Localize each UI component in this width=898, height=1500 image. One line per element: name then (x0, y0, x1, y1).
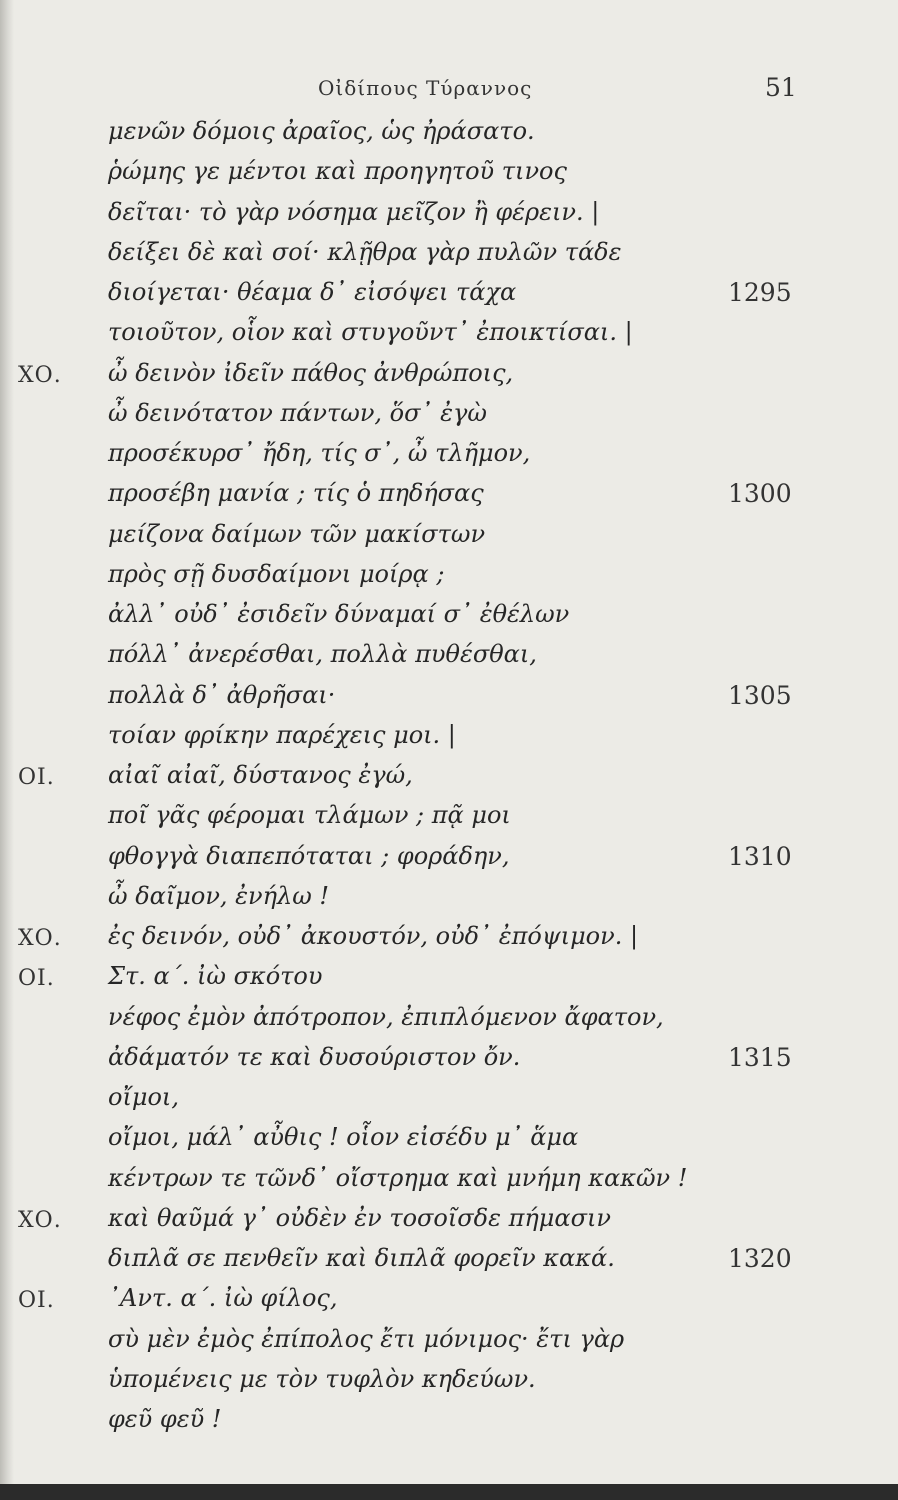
line-number: 1310 (728, 841, 792, 871)
page-number: 51 (765, 73, 797, 102)
line-number: 1305 (728, 680, 792, 710)
speaker-label: ΧΟ. (18, 362, 62, 388)
verse-text: διπλᾶ σε πενθεῖν καὶ διπλᾶ φορεῖν κακά. (108, 1244, 615, 1272)
speaker-label: ΟΙ. (18, 966, 55, 992)
verse-line (0, 1325, 898, 1369)
verse-line (0, 922, 898, 966)
verse-text: ἀλλ᾽ οὐδ᾽ ἐσιδεῖν δύναμαί σ᾽ ἐθέλων (108, 600, 570, 628)
verse-text: ᾽Αντ. α΄. ἰὼ φίλος, (108, 1284, 338, 1313)
verse-line (0, 882, 898, 926)
verse-line (0, 681, 898, 725)
running-title: Οἰδίπους Τύραννος (318, 76, 533, 100)
verse-line (0, 640, 898, 684)
verse-text: μενῶν δόμοις ἀραῖος, ὡς ἠράσατο. (108, 117, 535, 145)
verse-line (0, 157, 898, 201)
verse-line (0, 1244, 898, 1288)
speaker-label: ΧΟ. (18, 1207, 62, 1233)
verse-line (0, 1043, 898, 1087)
verse-line (0, 1204, 898, 1248)
verse-line (0, 318, 898, 362)
verse-text: δεῖται· τὸ γὰρ νόσημα μεῖζον ἢ φέρειν. | (108, 197, 600, 226)
verse-line (0, 721, 898, 765)
verse-line (0, 600, 898, 644)
line-number: 1295 (728, 278, 792, 307)
verse-line (0, 359, 898, 403)
verse-text: οἴμοι, (108, 1083, 179, 1111)
verse-line (0, 278, 898, 322)
verse-text: ὑπομένεις με τὸν τυφλὸν κηδεύων. (108, 1364, 536, 1393)
verse-text: πρὸς σῇ δυσδαίμονι μοίρᾳ ; (108, 559, 445, 588)
verse-line (0, 117, 898, 161)
verse-line (0, 761, 898, 805)
verse-line (0, 1003, 898, 1047)
verse-line (0, 1405, 898, 1449)
speaker-label: ΟΙ. (18, 765, 55, 790)
verse-text: καὶ θαῦμά γ᾽ οὐδὲν ἐν τοσοῖσδε πήμασιν (108, 1203, 611, 1232)
verse-line (0, 399, 898, 443)
verse-text: ἐς δεινόν, οὐδ᾽ ἀκουστόν, οὐδ᾽ ἐπόψιμον. | (108, 922, 639, 950)
verse-text: τοίαν φρίκην παρέχεις μοι. | (108, 720, 456, 749)
verse-text: οἴμοι, μάλ᾽ αὖθις ! οἷον εἰσέδυ μ᾽ ἅμα (108, 1123, 579, 1152)
scan-bottom-edge (0, 1484, 898, 1500)
line-number: 1315 (728, 1042, 792, 1072)
verse-line (0, 479, 898, 523)
verse-text: φθογγὰ διαπεπόταται ; φοράδην, (108, 841, 510, 870)
verse-line (0, 1365, 898, 1409)
speaker-label: ΧΟ. (18, 926, 62, 951)
verse-text: πολλὰ δ᾽ ἀθρῆσαι· (108, 680, 336, 709)
verse-line (0, 842, 898, 886)
verse-text: ὦ δεινὸν ἰδεῖν πάθος ἀνθρώποις, (108, 358, 514, 387)
verse-text: κέντρων τε τῶνδ᾽ οἴστρημα καὶ μνήμη κακῶν ! (108, 1163, 688, 1192)
line-number: 1300 (728, 479, 792, 509)
verse-text: προσέβη μανία ; τίς ὁ πηδήσας (108, 479, 484, 508)
verse-text: ποῖ γᾶς φέρομαι τλάμων ; πᾷ μοι (108, 801, 511, 830)
verse-line (0, 962, 898, 1006)
verse-text: φεῦ φεῦ ! (108, 1405, 222, 1433)
verse-text: νέφος ἐμὸν ἀπότροπον, ἐπιπλόμενον ἄφατον, (108, 1002, 664, 1031)
verse-text: ῥώμης γε μέντοι καὶ προηγητοῦ τινος (108, 157, 567, 186)
verse-line (0, 520, 898, 564)
verse-text: πόλλ᾽ ἀνερέσθαι, πολλὰ πυθέσθαι, (108, 640, 537, 669)
verse-line (0, 560, 898, 604)
verse-line (0, 1284, 898, 1328)
verse-text: ἀδάματόν τε καὶ δυσούριστον ὄν. (108, 1042, 521, 1071)
verse-line (0, 801, 898, 845)
verse-text: αἰαῖ αἰαῖ, δύστανος ἐγώ, (108, 761, 413, 789)
verse-text: ὦ δαῖμον, ἐνήλω ! (108, 881, 330, 910)
verse-line (0, 1164, 898, 1208)
page-header (0, 73, 898, 106)
verse-text: τοιοῦτον, οἷον καὶ στυγοῦντ᾽ ἐποικτίσαι. | (108, 318, 633, 347)
verse-text: ὦ δεινότατον πάντων, ὅσ᾽ ἐγὼ (108, 398, 487, 427)
verse-text: διοίγεται· θέαμα δ᾽ εἰσόψει τάχα (108, 278, 517, 306)
verse-line (0, 1123, 898, 1167)
verse-line (0, 1083, 898, 1127)
speaker-label: ΟΙ. (18, 1288, 55, 1314)
line-number: 1320 (728, 1244, 792, 1273)
verse-line (0, 238, 898, 282)
verse-text: μείζονα δαίμων τῶν μακίστων (108, 519, 486, 548)
verse-line (0, 198, 898, 242)
verse-text: Στ. α΄. ἰὼ σκότου (108, 962, 323, 991)
verse-text: προσέκυρσ᾽ ἤδη, τίς σ᾽, ὦ τλῆμον, (108, 439, 531, 467)
verse-line (0, 439, 898, 483)
verse-text: σὺ μὲν ἐμὸς ἐπίπολος ἔτι μόνιμος· ἔτι γὰρ (108, 1324, 625, 1353)
verse-text: δείξει δὲ καὶ σοί· κλῇθρα γὰρ πυλῶν τάδε (108, 237, 622, 266)
